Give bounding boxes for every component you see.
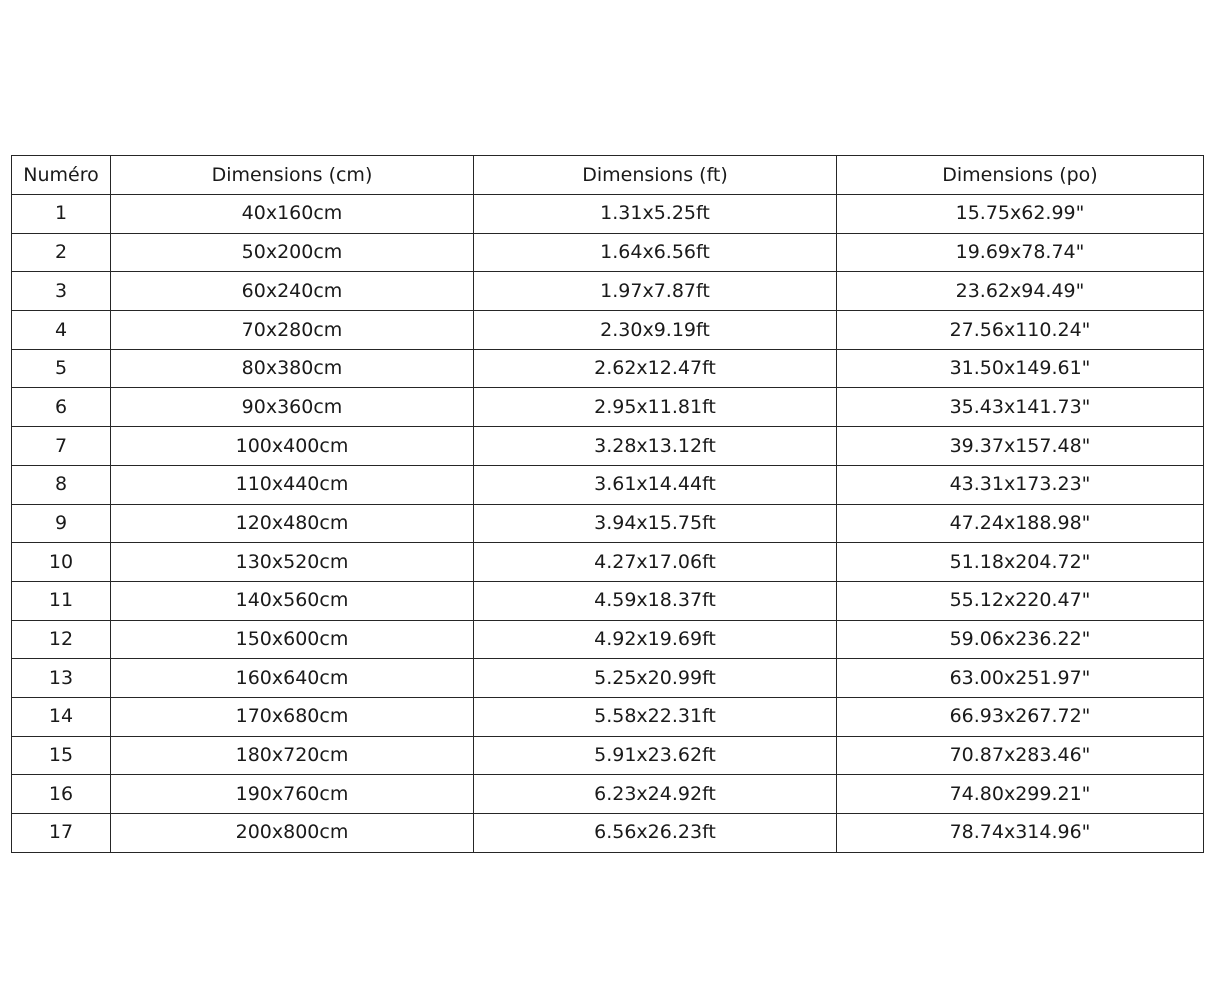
cell-dimensions-po: 66.93x267.72" xyxy=(837,697,1204,736)
cell-dimensions-cm: 100x400cm xyxy=(111,427,474,466)
table-row xyxy=(12,504,1204,543)
table-header-row xyxy=(12,156,1204,195)
cell-dimensions-cm: 200x800cm xyxy=(111,814,474,853)
cell-dimensions-po: 55.12x220.47" xyxy=(837,581,1204,620)
table-row xyxy=(12,195,1204,234)
cell-dimensions-ft: 2.30x9.19ft xyxy=(474,311,837,350)
cell-dimensions-ft: 4.27x17.06ft xyxy=(474,543,837,582)
cell-numero: 4 xyxy=(12,311,111,350)
cell-numero: 13 xyxy=(12,659,111,698)
cell-numero: 1 xyxy=(12,195,111,234)
table-row xyxy=(12,775,1204,814)
cell-dimensions-cm: 140x560cm xyxy=(111,581,474,620)
table-row xyxy=(12,272,1204,311)
cell-numero: 2 xyxy=(12,233,111,272)
cell-dimensions-po: 23.62x94.49" xyxy=(837,272,1204,311)
cell-dimensions-cm: 110x440cm xyxy=(111,465,474,504)
cell-numero: 7 xyxy=(12,427,111,466)
cell-dimensions-ft: 5.91x23.62ft xyxy=(474,736,837,775)
table-row xyxy=(12,736,1204,775)
cell-dimensions-ft: 1.97x7.87ft xyxy=(474,272,837,311)
cell-dimensions-po: 35.43x141.73" xyxy=(837,388,1204,427)
cell-dimensions-po: 74.80x299.21" xyxy=(837,775,1204,814)
table-row xyxy=(12,311,1204,350)
cell-dimensions-ft: 1.31x5.25ft xyxy=(474,195,837,234)
table-row xyxy=(12,581,1204,620)
cell-dimensions-cm: 160x640cm xyxy=(111,659,474,698)
cell-dimensions-po: 78.74x314.96" xyxy=(837,814,1204,853)
cell-dimensions-po: 43.31x173.23" xyxy=(837,465,1204,504)
cell-dimensions-po: 39.37x157.48" xyxy=(837,427,1204,466)
cell-dimensions-ft: 3.28x13.12ft xyxy=(474,427,837,466)
cell-dimensions-po: 27.56x110.24" xyxy=(837,311,1204,350)
table-row xyxy=(12,233,1204,272)
table-row xyxy=(12,388,1204,427)
cell-dimensions-cm: 80x380cm xyxy=(111,349,474,388)
cell-numero: 8 xyxy=(12,465,111,504)
cell-dimensions-ft: 5.58x22.31ft xyxy=(474,697,837,736)
cell-dimensions-cm: 130x520cm xyxy=(111,543,474,582)
column-header-dimensions-po: Dimensions (po) xyxy=(837,156,1204,195)
column-header-numero: Numéro xyxy=(12,156,111,195)
cell-dimensions-cm: 180x720cm xyxy=(111,736,474,775)
dimensions-table-container xyxy=(11,155,1203,853)
cell-dimensions-cm: 150x600cm xyxy=(111,620,474,659)
cell-dimensions-po: 19.69x78.74" xyxy=(837,233,1204,272)
cell-numero: 9 xyxy=(12,504,111,543)
cell-dimensions-cm: 170x680cm xyxy=(111,697,474,736)
cell-numero: 15 xyxy=(12,736,111,775)
cell-dimensions-ft: 3.94x15.75ft xyxy=(474,504,837,543)
table-row xyxy=(12,465,1204,504)
cell-dimensions-cm: 90x360cm xyxy=(111,388,474,427)
cell-dimensions-cm: 40x160cm xyxy=(111,195,474,234)
table-header xyxy=(12,156,1204,195)
cell-numero: 6 xyxy=(12,388,111,427)
cell-numero: 17 xyxy=(12,814,111,853)
cell-dimensions-ft: 6.56x26.23ft xyxy=(474,814,837,853)
cell-numero: 11 xyxy=(12,581,111,620)
cell-dimensions-ft: 5.25x20.99ft xyxy=(474,659,837,698)
cell-dimensions-po: 51.18x204.72" xyxy=(837,543,1204,582)
cell-dimensions-ft: 3.61x14.44ft xyxy=(474,465,837,504)
table-row xyxy=(12,427,1204,466)
cell-dimensions-ft: 2.95x11.81ft xyxy=(474,388,837,427)
cell-dimensions-cm: 190x760cm xyxy=(111,775,474,814)
column-header-dimensions-ft: Dimensions (ft) xyxy=(474,156,837,195)
table-body xyxy=(12,195,1204,853)
cell-dimensions-ft: 4.92x19.69ft xyxy=(474,620,837,659)
table-row xyxy=(12,349,1204,388)
table-row xyxy=(12,620,1204,659)
cell-numero: 14 xyxy=(12,697,111,736)
cell-dimensions-po: 15.75x62.99" xyxy=(837,195,1204,234)
cell-numero: 12 xyxy=(12,620,111,659)
cell-dimensions-ft: 1.64x6.56ft xyxy=(474,233,837,272)
cell-dimensions-ft: 4.59x18.37ft xyxy=(474,581,837,620)
table-row xyxy=(12,697,1204,736)
cell-dimensions-cm: 120x480cm xyxy=(111,504,474,543)
cell-dimensions-po: 31.50x149.61" xyxy=(837,349,1204,388)
column-header-dimensions-cm: Dimensions (cm) xyxy=(111,156,474,195)
cell-numero: 16 xyxy=(12,775,111,814)
cell-dimensions-ft: 6.23x24.92ft xyxy=(474,775,837,814)
cell-dimensions-po: 59.06x236.22" xyxy=(837,620,1204,659)
table-row xyxy=(12,814,1204,853)
cell-dimensions-po: 70.87x283.46" xyxy=(837,736,1204,775)
cell-dimensions-cm: 70x280cm xyxy=(111,311,474,350)
cell-dimensions-po: 47.24x188.98" xyxy=(837,504,1204,543)
table-row xyxy=(12,543,1204,582)
dimensions-table xyxy=(11,155,1204,853)
cell-numero: 3 xyxy=(12,272,111,311)
cell-dimensions-cm: 50x200cm xyxy=(111,233,474,272)
cell-dimensions-ft: 2.62x12.47ft xyxy=(474,349,837,388)
table-row xyxy=(12,659,1204,698)
cell-numero: 10 xyxy=(12,543,111,582)
cell-numero: 5 xyxy=(12,349,111,388)
cell-dimensions-po: 63.00x251.97" xyxy=(837,659,1204,698)
cell-dimensions-cm: 60x240cm xyxy=(111,272,474,311)
